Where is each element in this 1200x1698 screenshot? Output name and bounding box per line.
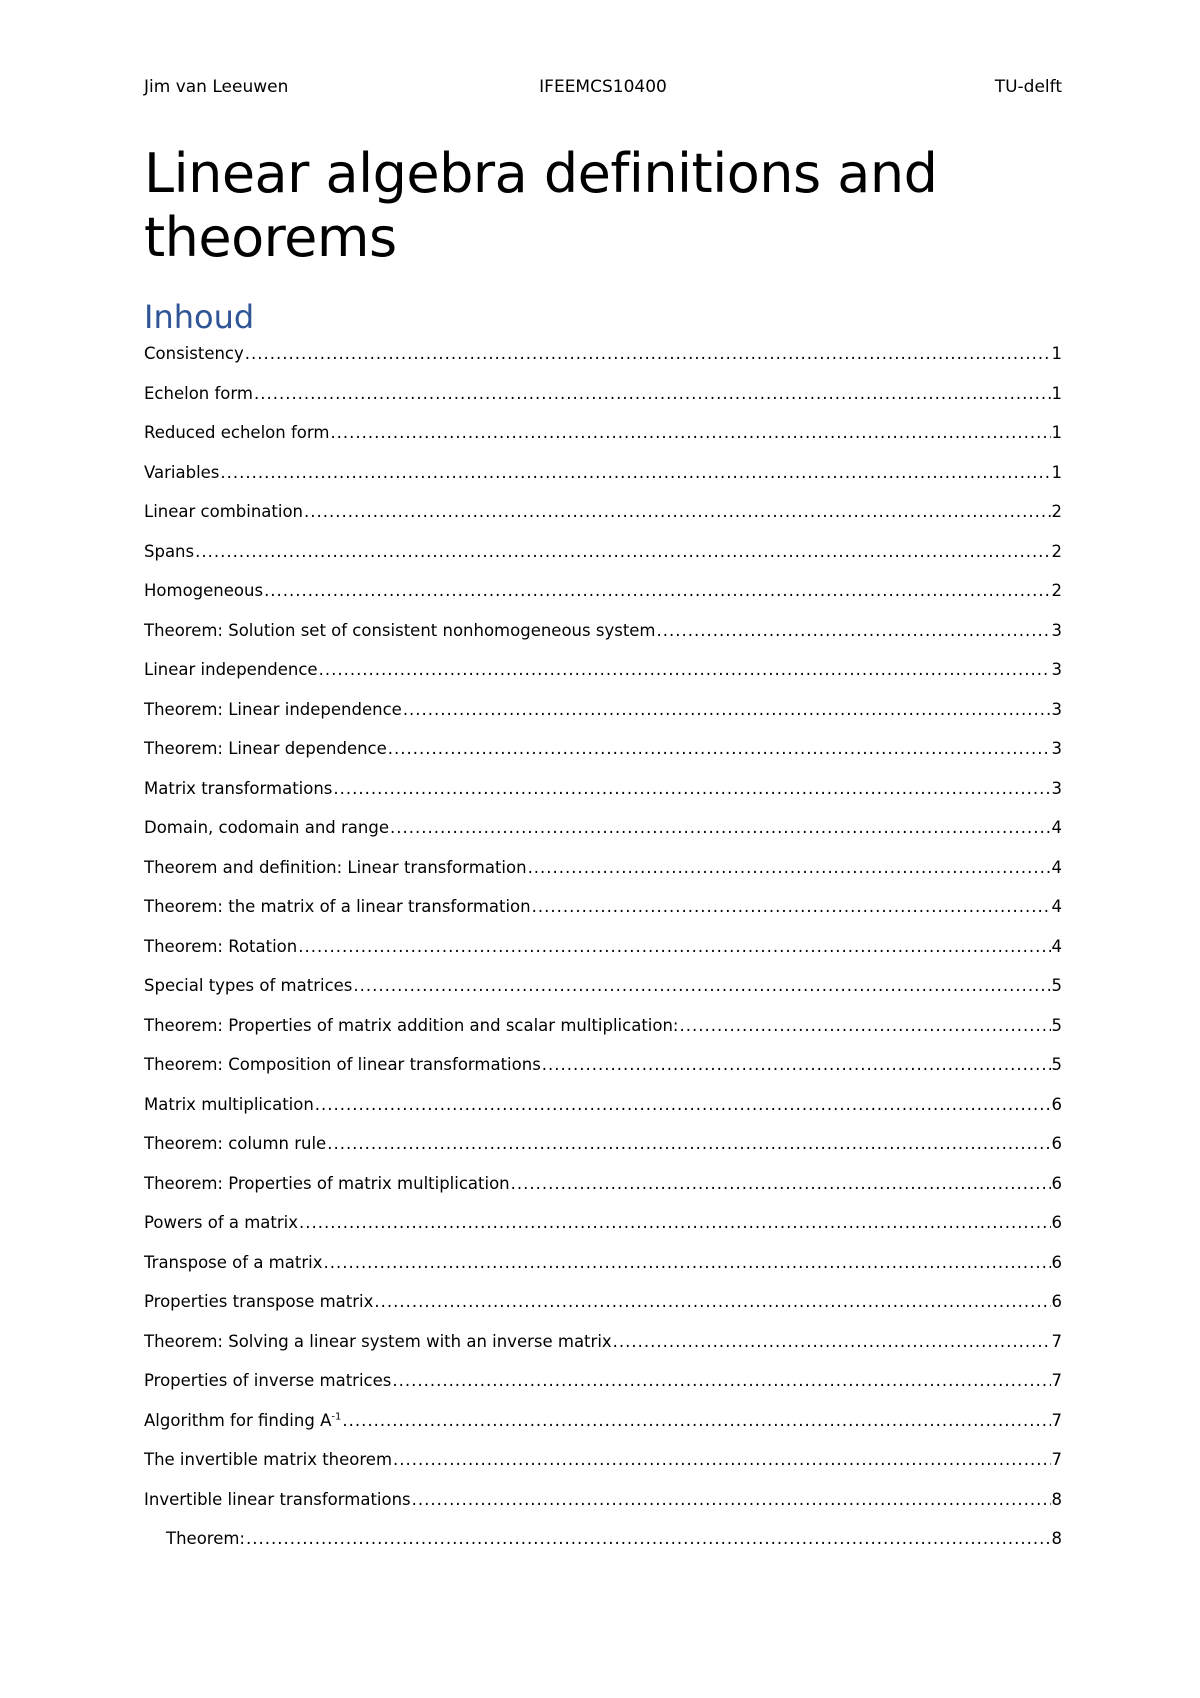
toc-entry-label: [144, 974, 352, 998]
toc-entry-label-text: Powers of a matrix: [144, 1213, 299, 1232]
toc-page-number: 6: [1051, 1252, 1062, 1272]
toc-entry-label: [144, 500, 303, 524]
toc-entry-label: [144, 1290, 373, 1314]
toc-page-number: 5: [1051, 976, 1062, 995]
toc-dot-leader: [680, 1014, 1051, 1038]
toc-dot-leader: [323, 1251, 1050, 1275]
toc-entry[interactable]: [144, 856, 1062, 896]
toc-dot-leader: [319, 658, 1051, 682]
toc-entry[interactable]: [144, 1448, 1062, 1488]
toc-entry[interactable]: [144, 619, 1062, 659]
toc-entry[interactable]: [144, 816, 1062, 856]
toc-page-number: 6: [1051, 1134, 1062, 1153]
toc-entry-label-text: Reduced echelon form: [144, 423, 330, 442]
toc-entry-label: [144, 935, 297, 959]
toc-entry-label: [144, 1251, 322, 1275]
toc-entry[interactable]: [144, 1488, 1062, 1528]
toc-entry-label: [144, 658, 318, 682]
toc-entry-label-text: Theorem: the matrix of a linear transformation: [144, 897, 531, 916]
toc-page-number: 2: [1051, 581, 1062, 600]
toc-entry-label-text: Homogeneous: [144, 581, 264, 600]
toc-entry-label-text: Theorem: Properties of matrix addition and scalar multiplication:: [144, 1015, 679, 1035]
toc-dot-leader: [542, 1053, 1051, 1077]
toc-entry-label: [144, 1172, 510, 1196]
toc-entry[interactable]: [144, 1290, 1062, 1330]
toc-entry[interactable]: [144, 1369, 1062, 1409]
header-institution: TU-delft: [994, 77, 1062, 97]
toc-entry-label: [144, 1330, 612, 1354]
toc-entry-label-text: Variables: [144, 462, 220, 482]
toc-entry-label-text: Linear combination: [144, 502, 303, 521]
toc-page-number: 6: [1051, 1094, 1062, 1114]
toc-page-number: 4: [1051, 818, 1062, 837]
toc-entry-label: [144, 1014, 679, 1038]
toc-page-number: 5: [1051, 1015, 1062, 1035]
toc-entry-label-text: Theorem: column rule: [144, 1134, 327, 1153]
toc-page-number: 3: [1051, 660, 1062, 679]
toc-entry[interactable]: [144, 421, 1062, 461]
toc-entry-label: [144, 777, 332, 801]
toc-entry-label-text: Domain, codomain and range: [144, 818, 389, 837]
toc-page-number: 8: [1051, 1529, 1062, 1548]
toc-dot-leader: [657, 619, 1051, 643]
toc-entry[interactable]: [144, 895, 1062, 935]
toc-entry-label: [144, 1409, 341, 1433]
toc-entry[interactable]: [144, 737, 1062, 777]
toc-dot-leader: [304, 500, 1051, 524]
toc-entry-label: [144, 1053, 541, 1077]
toc-entry[interactable]: [144, 1132, 1062, 1172]
table-of-contents: [144, 342, 1062, 1567]
toc-entry-label: [144, 1448, 392, 1472]
toc-page-number: 6: [1051, 1213, 1062, 1232]
header-author: Jim van Leeuwen: [144, 77, 289, 97]
toc-entry-label-text: Theorem: Linear dependence: [144, 739, 387, 758]
toc-page-number: 6: [1051, 1173, 1062, 1193]
toc-dot-leader: [330, 421, 1050, 445]
toc-dot-leader: [264, 579, 1050, 603]
toc-dot-leader: [254, 382, 1051, 406]
toc-dot-leader: [532, 895, 1051, 919]
toc-page-number: 4: [1051, 857, 1062, 877]
toc-entry-label: [144, 698, 402, 722]
toc-entry-label-text: Properties transpose matrix: [144, 1292, 374, 1311]
toc-entry-label-text: Matrix multiplication: [144, 1094, 314, 1114]
toc-dot-leader: [298, 935, 1050, 959]
toc-entry-label: [144, 1132, 326, 1156]
toc-dot-leader: [315, 1093, 1051, 1117]
toc-entry-label: [144, 856, 527, 880]
toc-entry[interactable]: [144, 777, 1062, 817]
toc-entry[interactable]: [144, 1409, 1062, 1449]
toc-page-number: 3: [1051, 699, 1062, 719]
toc-entry[interactable]: [144, 658, 1062, 698]
toc-entry-label-text: Theorem: Solving a linear system with an inverse matrix: [144, 1331, 612, 1351]
toc-dot-leader: [390, 816, 1051, 840]
toc-dot-leader: [195, 540, 1050, 564]
toc-entry-label-text: Consistency: [144, 344, 244, 363]
toc-entry-superscript: -1: [331, 1411, 342, 1422]
toc-page-number: 1: [1051, 344, 1062, 363]
toc-entry[interactable]: [144, 1014, 1062, 1054]
toc-page-number: 7: [1051, 1410, 1062, 1430]
toc-entry[interactable]: [144, 1172, 1062, 1212]
toc-entry[interactable]: [144, 342, 1062, 382]
toc-page-number: 5: [1051, 1055, 1062, 1074]
toc-dot-leader: [511, 1172, 1051, 1196]
toc-entry-label: [144, 895, 531, 919]
toc-entry-label-text: Echelon form: [144, 383, 253, 403]
toc-entry-label: [144, 342, 244, 366]
toc-dot-leader: [392, 1369, 1050, 1393]
toc-page-number: 4: [1051, 897, 1062, 916]
toc-dot-leader: [403, 698, 1051, 722]
toc-page-number: 7: [1051, 1331, 1062, 1351]
toc-entry-label: [144, 1488, 411, 1512]
toc-entry-label-text: Algorithm for finding A: [144, 1410, 332, 1430]
toc-entry[interactable]: [144, 500, 1062, 540]
toc-entry-label: [144, 1211, 298, 1235]
toc-entry-label: [144, 421, 329, 445]
toc-dot-leader: [246, 1527, 1051, 1551]
toc-entry-label-text: Theorem: Linear independence: [144, 699, 402, 719]
toc-entry[interactable]: [144, 1053, 1062, 1093]
toc-dot-leader: [333, 777, 1050, 801]
toc-entry[interactable]: [144, 461, 1062, 501]
toc-entry-label-text: Invertible linear transformations: [144, 1489, 411, 1509]
toc-entry[interactable]: [144, 540, 1062, 580]
page-header: [144, 75, 1062, 99]
toc-entry[interactable]: [144, 1251, 1062, 1291]
toc-entry-label-text: Theorem and definition: Linear transformation: [144, 857, 527, 877]
toc-entry-label-text: Matrix transformations: [144, 778, 333, 798]
toc-entry-label-text: Properties of inverse matrices: [144, 1371, 392, 1390]
toc-entry[interactable]: [144, 1330, 1062, 1370]
toc-dot-leader: [393, 1448, 1050, 1472]
toc-dot-leader: [342, 1409, 1050, 1433]
toc-entry-label: [144, 816, 389, 840]
toc-page-number: 1: [1051, 383, 1062, 403]
toc-entry-label-text: Theorem:: [166, 1529, 245, 1548]
toc-entry-label-text: Linear independence: [144, 660, 318, 679]
toc-entry-label: [144, 382, 253, 406]
toc-dot-leader: [528, 856, 1051, 880]
toc-page-number: 3: [1051, 739, 1062, 758]
toc-entry[interactable]: [144, 1527, 1062, 1567]
toc-page-number: 4: [1051, 936, 1062, 956]
document-title: Linear algebra definitions and theorems: [144, 142, 938, 269]
toc-entry-label: [144, 1093, 314, 1117]
toc-entry-label-text: Transpose of a matrix: [144, 1252, 323, 1272]
toc-page-number: 7: [1051, 1450, 1062, 1469]
toc-entry-label: [144, 579, 263, 603]
toc-entry[interactable]: [144, 382, 1062, 422]
toc-page-number: 2: [1051, 502, 1062, 521]
toc-page-number: 2: [1051, 541, 1062, 561]
toc-entry-label-text: Theorem: Properties of matrix multiplication: [144, 1173, 510, 1193]
toc-entry-label-text: Spans: [144, 541, 195, 561]
toc-dot-leader: [220, 461, 1050, 485]
toc-page-number: 6: [1051, 1292, 1062, 1311]
toc-entry[interactable]: [144, 698, 1062, 738]
toc-entry-label: [144, 540, 194, 564]
toc-entry-label-text: Theorem: Rotation: [144, 936, 298, 956]
toc-entry-label: [144, 461, 219, 485]
toc-heading: Inhoud: [144, 298, 255, 336]
toc-page-number: 7: [1051, 1371, 1062, 1390]
toc-dot-leader: [412, 1488, 1051, 1512]
toc-entry[interactable]: [144, 579, 1062, 619]
toc-dot-leader: [388, 737, 1051, 761]
toc-dot-leader: [613, 1330, 1051, 1354]
toc-entry-label: [166, 1527, 245, 1551]
toc-dot-leader: [374, 1290, 1050, 1314]
toc-entry-label-text: Special types of matrices: [144, 976, 353, 995]
toc-entry-label-text: The invertible matrix theorem: [144, 1450, 393, 1469]
toc-dot-leader: [327, 1132, 1050, 1156]
toc-dot-leader: [353, 974, 1050, 998]
toc-entry-label-text: Theorem: Solution set of consistent nonhomogeneous system: [144, 620, 656, 640]
toc-page-number: 1: [1051, 462, 1062, 482]
toc-page-number: 3: [1051, 778, 1062, 798]
header-course-code: IFEEMCS10400: [539, 77, 667, 97]
toc-page-number: 3: [1051, 620, 1062, 640]
toc-entry-label: [144, 737, 387, 761]
toc-entry-label: [144, 1369, 391, 1393]
toc-dot-leader: [299, 1211, 1050, 1235]
toc-page-number: 8: [1051, 1489, 1062, 1509]
toc-entry[interactable]: [144, 1093, 1062, 1133]
toc-entry-label-text: Theorem: Composition of linear transformations: [144, 1055, 541, 1074]
toc-entry[interactable]: [144, 1211, 1062, 1251]
toc-entry-label: [144, 619, 656, 643]
toc-dot-leader: [245, 342, 1051, 366]
toc-entry[interactable]: [144, 935, 1062, 975]
toc-entry[interactable]: [144, 974, 1062, 1014]
toc-page-number: 1: [1051, 423, 1062, 442]
